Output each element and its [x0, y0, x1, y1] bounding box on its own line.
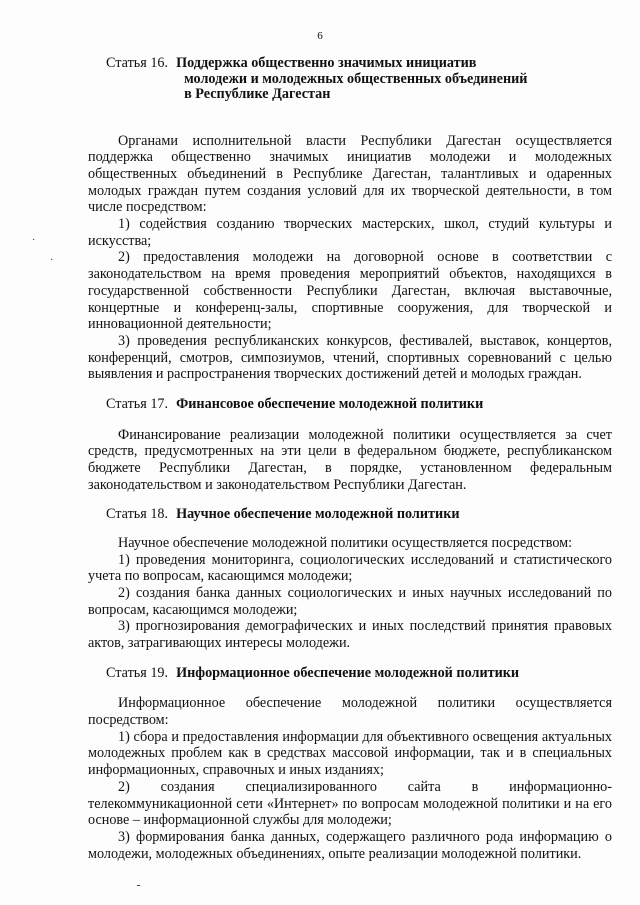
document-body	[88, 56, 612, 862]
article-title-line: молодежи и молодежных общественных объединений	[184, 70, 528, 87]
scan-mark: ·	[50, 255, 54, 266]
list-item: 3) прогнозирования демографических и иных последствий принятия правовых актов, затрагивающих интересы молодежи.	[88, 618, 612, 652]
article-label: Статья 16.	[106, 55, 169, 71]
article-title	[176, 666, 519, 682]
article-title-line: в Республике Дагестан	[184, 86, 331, 102]
paragraph: Информационное обеспечение молодежной политики осуществляется посредством:	[88, 695, 612, 728]
article-title	[176, 56, 527, 103]
article-title-line: Поддержка общественно значимых инициатив	[176, 55, 477, 71]
article-title-line: Информационное обеспечение молодежной политики	[176, 664, 520, 681]
list-item: 3) проведения республиканских конкурсов, фестивалей, выставок, концертов, конференций, смотров, симпозиумов, чтений, спортивных соревнований с целью выявления и распространения творческих достижений детей и молодых граждан.	[88, 332, 612, 383]
article-label: Статья 19.	[106, 664, 169, 681]
article-title-line: Научное обеспечение молодежной политики	[176, 506, 460, 523]
list-item: 2) создания банка данных социологических и иных научных исследований по вопросам, касающимся молодежи;	[88, 584, 612, 618]
page-number: 6	[317, 30, 323, 42]
list-item: 3) формирования банка данных, содержащего различного рода информацию о молодежи, молодежных объединениях, опыте реализации молодежной политики.	[88, 828, 612, 862]
scan-mark: ·	[32, 235, 36, 246]
list-item: 1) сбора и предоставления информации для объективного освещения актуальных молодежных проблем как в средствах массовой информации, так и в специальных информационных, справочных и иных изданиях;	[88, 728, 612, 779]
article-title-line: Финансовое обеспечение молодежной политики	[176, 396, 484, 413]
article-label: Статья 18.	[106, 506, 169, 523]
list-item: 1) содействия созданию творческих мастерских, школ, студий культуры и искусства;	[88, 216, 612, 249]
scan-mark	[137, 885, 140, 886]
article-18-heading	[88, 507, 612, 523]
list-item: 1) проведения мониторинга, социологических исследований и статистического учета по вопросам, касающимся молодежи;	[88, 551, 612, 585]
paragraph: Научное обеспечение молодежной политики осуществляется посредством:	[118, 534, 573, 551]
article-title	[176, 507, 459, 523]
article-19-heading	[88, 666, 612, 682]
paragraph: Финансирование реализации молодежной политики осуществляется за счет средств, предусмотренных на эти цели в федеральном бюджете, республиканском бюджете Республики Дагестан, в порядке, установленном федеральным законодательством и законодательством Республики Дагестан.	[88, 426, 612, 493]
article-label: Статья 17.	[106, 396, 169, 413]
article-title	[176, 397, 483, 413]
list-item: 2) создания специализированного сайта в информационно-телекоммуникационной сети «Интернет» по вопросам молодежной политики и на его основе – информационной службы для молодежи;	[88, 778, 612, 829]
paragraph: Органами исполнительной власти Республики Дагестан осуществляется поддержка общественно значимых инициатив молодежи и молодежных общественных объединений в Республике Дагестан, талантливых и одаренных молодых граждан путем создания условий для их творческой деятельности, в том числе посредством:	[88, 132, 612, 216]
article-17-heading	[88, 397, 612, 413]
article-16-heading	[88, 56, 612, 103]
list-item: 2) предоставления молодежи на договорной основе в соответствии с законодательством на время проведения мероприятий объектов, находящихся в государственной собственности Республики Дагестан, включая выставочные, концертные и конференц-залы, спортивные сооружения, для творческой и инновационной деятельности;	[88, 249, 612, 333]
